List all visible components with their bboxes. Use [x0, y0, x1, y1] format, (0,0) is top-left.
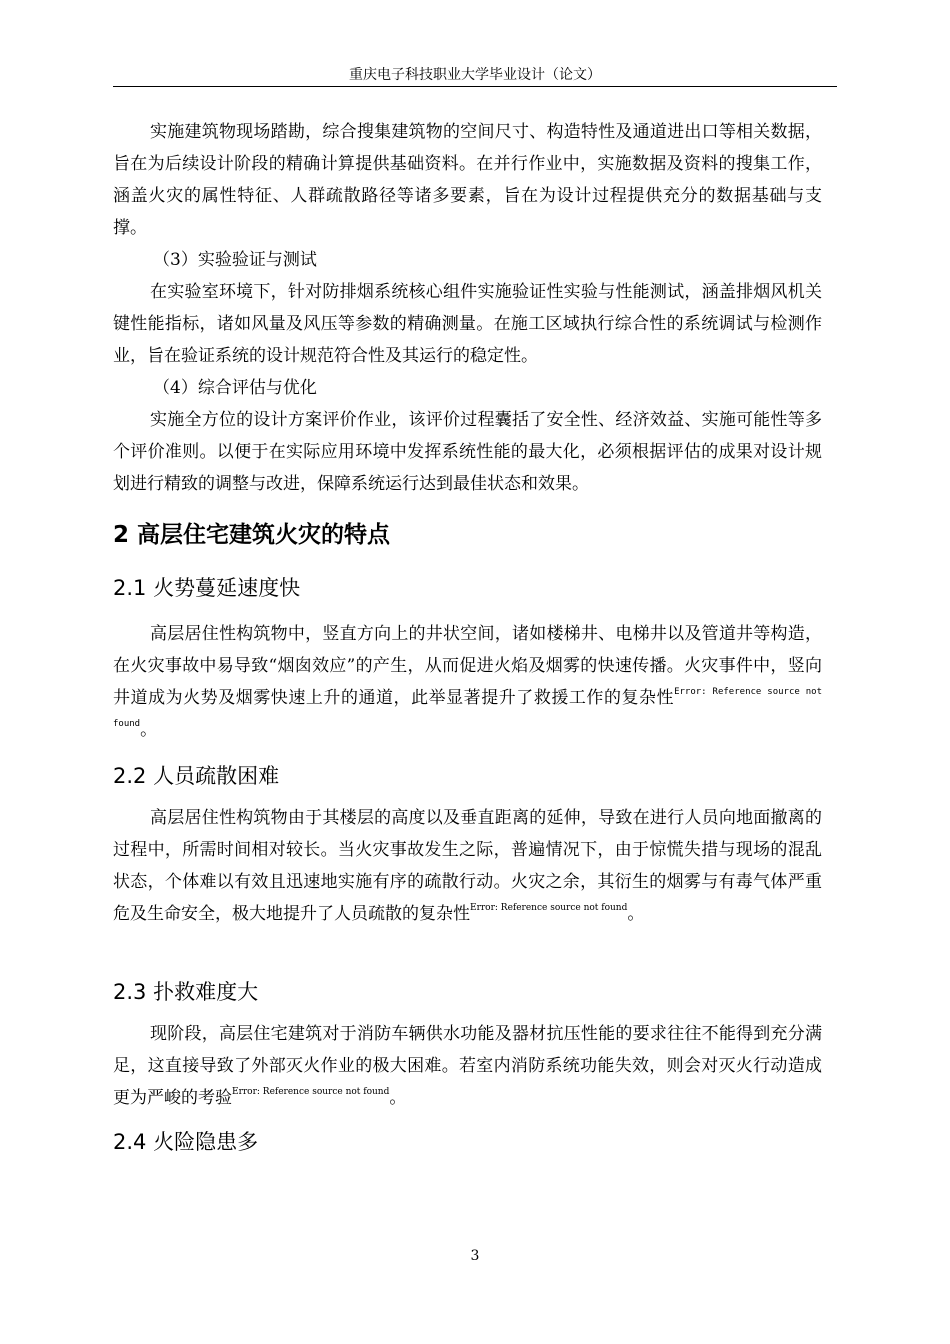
item-3-title: （3）实验验证与测试 — [153, 250, 317, 270]
item-3-text: 在实验室环境下，针对防排烟系统核心组件实施验证性实验与性能测试，涵盖排烟风机关键性能指标，诸如风量及风压等参数的精确测量。在施工区域执行综合性的系统调试与检测作业，旨在验证系统的设计规范符合性及其运行的稳定性。 — [113, 282, 822, 366]
page-number: 3 — [470, 1248, 480, 1264]
header-divider — [113, 86, 837, 87]
period: 。 — [140, 720, 158, 740]
section-2-3-text — [113, 1018, 822, 1114]
item-4-title: （4）综合评估与优化 — [153, 378, 317, 398]
section-2-3-body: 现阶段，高层住宅建筑对于消防车辆供水功能及器材抗压性能的要求往往不能得到充分满足，这直接导致了外部灭火作业的极大困难。若室内消防系统功能失效，则会对灭火行动造成更为严峻的考验 — [113, 1024, 822, 1108]
section-2-3-heading: 2.3 扑救难度大 — [113, 980, 259, 1004]
period: 。 — [627, 904, 645, 924]
section-2-1-heading: 2.1 火势蔓延速度快 — [113, 576, 301, 600]
period: 。 — [389, 1088, 407, 1108]
paragraph-intro: 实施建筑物现场踏勘，综合搜集建筑物的空间尺寸、构造特性及通道进出口等相关数据，旨在为后续设计阶段的精确计算提供基础资料。在并行作业中，实施数据及资料的搜集工作，涵盖火灾的属性特征、人群疏散路径等诸多要素，旨在为设计过程提供充分的数据基础与支撑。 — [113, 122, 822, 238]
citation-error: Error: Reference source not found — [113, 687, 822, 729]
section-2-2-heading: 2.2 人员疏散困难 — [113, 764, 280, 788]
section-2-2-body: 高层居住性构筑物由于其楼层的高度以及垂直距离的延伸，导致在进行人员向地面撤离的过程中，所需时间相对较长。当火灾事故发生之际，普遍情况下，由于惊慌失措与现场的混乱状态，个体难以有效且迅速地实施有序的疏散行动。火灾之余，其衍生的烟雾与有毒气体严重危及生命安全，极大地提升了人员疏散的复杂性 — [113, 808, 822, 924]
item-4-text: 实施全方位的设计方案评价作业，该评价过程囊括了安全性、经济效益、实施可能性等多个评价准则。以便于在实际应用环境中发挥系统性能的最大化，必须根据评估的成果对设计规划进行精致的调整与改进，保障系统运行达到最佳状态和效果。 — [113, 410, 822, 494]
section-2-2-text — [113, 802, 822, 930]
section-2-4-heading: 2.4 火险隐患多 — [113, 1130, 259, 1154]
citation-error: Error: Reference source not found — [470, 903, 628, 913]
running-header: 重庆电子科技职业大学毕业设计（论文） — [349, 67, 601, 83]
citation-error: Error: Reference source not found — [232, 1087, 390, 1097]
section-2-1-text — [113, 618, 822, 746]
chapter-2-heading: 2 高层住宅建筑火灾的特点 — [113, 522, 391, 548]
section-2-1-body: 高层居住性构筑物中，竖直方向上的井状空间，诸如楼梯井、电梯井以及管道井等构造，在火灾事故中易导致“烟囱效应”的产生，从而促进火焰及烟雾的快速传播。火灾事件中，竖向井道成为火势及烟雾快速上升的通道，此举显著提升了救援工作的复杂性 — [113, 624, 822, 708]
